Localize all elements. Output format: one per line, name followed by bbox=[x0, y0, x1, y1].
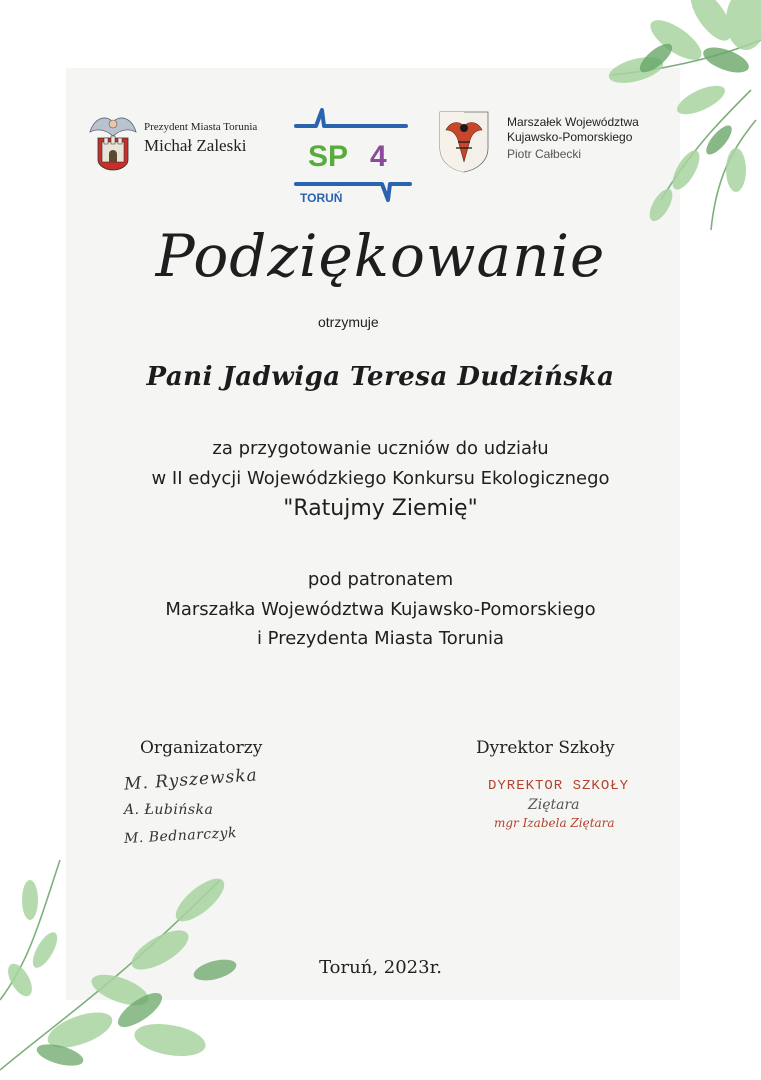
organizer-signature-2: A. Łubińska bbox=[124, 802, 214, 818]
mayor-title: Prezydent Miasta Torunia bbox=[144, 121, 258, 133]
organizers-label: Organizatorzy bbox=[140, 738, 263, 758]
marshal-header bbox=[436, 108, 666, 178]
director-signature: Ziętara bbox=[528, 797, 580, 813]
certificate-title: Podziękowanie bbox=[155, 222, 606, 290]
marshal-name: Piotr Całbecki bbox=[507, 147, 582, 161]
svg-text:TORUŃ: TORUŃ bbox=[300, 191, 343, 205]
director-stamp-title: DYREKTOR SZKOŁY bbox=[488, 778, 630, 794]
receives-label: otrzymuje bbox=[318, 314, 379, 330]
mayor-name: Michał Zaleski bbox=[144, 136, 247, 155]
director-stamp-name: mgr Izabela Ziętara bbox=[494, 816, 615, 830]
mayor-header bbox=[88, 112, 288, 172]
patronage-line-2: Marszałka Województwa Kujawsko-Pomorskiego bbox=[165, 599, 596, 620]
certificate-sheet bbox=[66, 68, 680, 1000]
body-line-2: w II edycji Wojewódzkiego Konkursu Ekologicznego bbox=[151, 468, 610, 489]
torun-coat-of-arms-icon bbox=[88, 112, 138, 172]
contest-name: "Ratujmy Ziemię" bbox=[283, 496, 478, 521]
recipient-name: Pani Jadwiga Teresa Dudzińska bbox=[146, 362, 615, 392]
place-and-date: Toruń, 2023r. bbox=[319, 957, 442, 978]
director-label: Dyrektor Szkoły bbox=[476, 738, 615, 758]
patronage-line-1: pod patronatem bbox=[307, 569, 454, 590]
body-line-1: za przygotowanie uczniów do udziału bbox=[212, 438, 549, 459]
sp4-school-logo bbox=[294, 104, 412, 206]
marshal-title-line2: Kujawsko-Pomorskiego bbox=[507, 130, 633, 144]
organizer-signature-1: M. Ryszewska bbox=[123, 765, 259, 795]
svg-text:4: 4 bbox=[370, 140, 387, 173]
svg-text:SP: SP bbox=[308, 140, 349, 173]
marshal-title-line1: Marszałek Województwa bbox=[507, 115, 639, 129]
organizer-signature-3: M. Bednarczyk bbox=[123, 825, 238, 847]
patronage-line-3: i Prezydenta Miasta Torunia bbox=[256, 628, 505, 649]
kujawsko-pomorskie-coat-of-arms-icon bbox=[436, 108, 492, 174]
